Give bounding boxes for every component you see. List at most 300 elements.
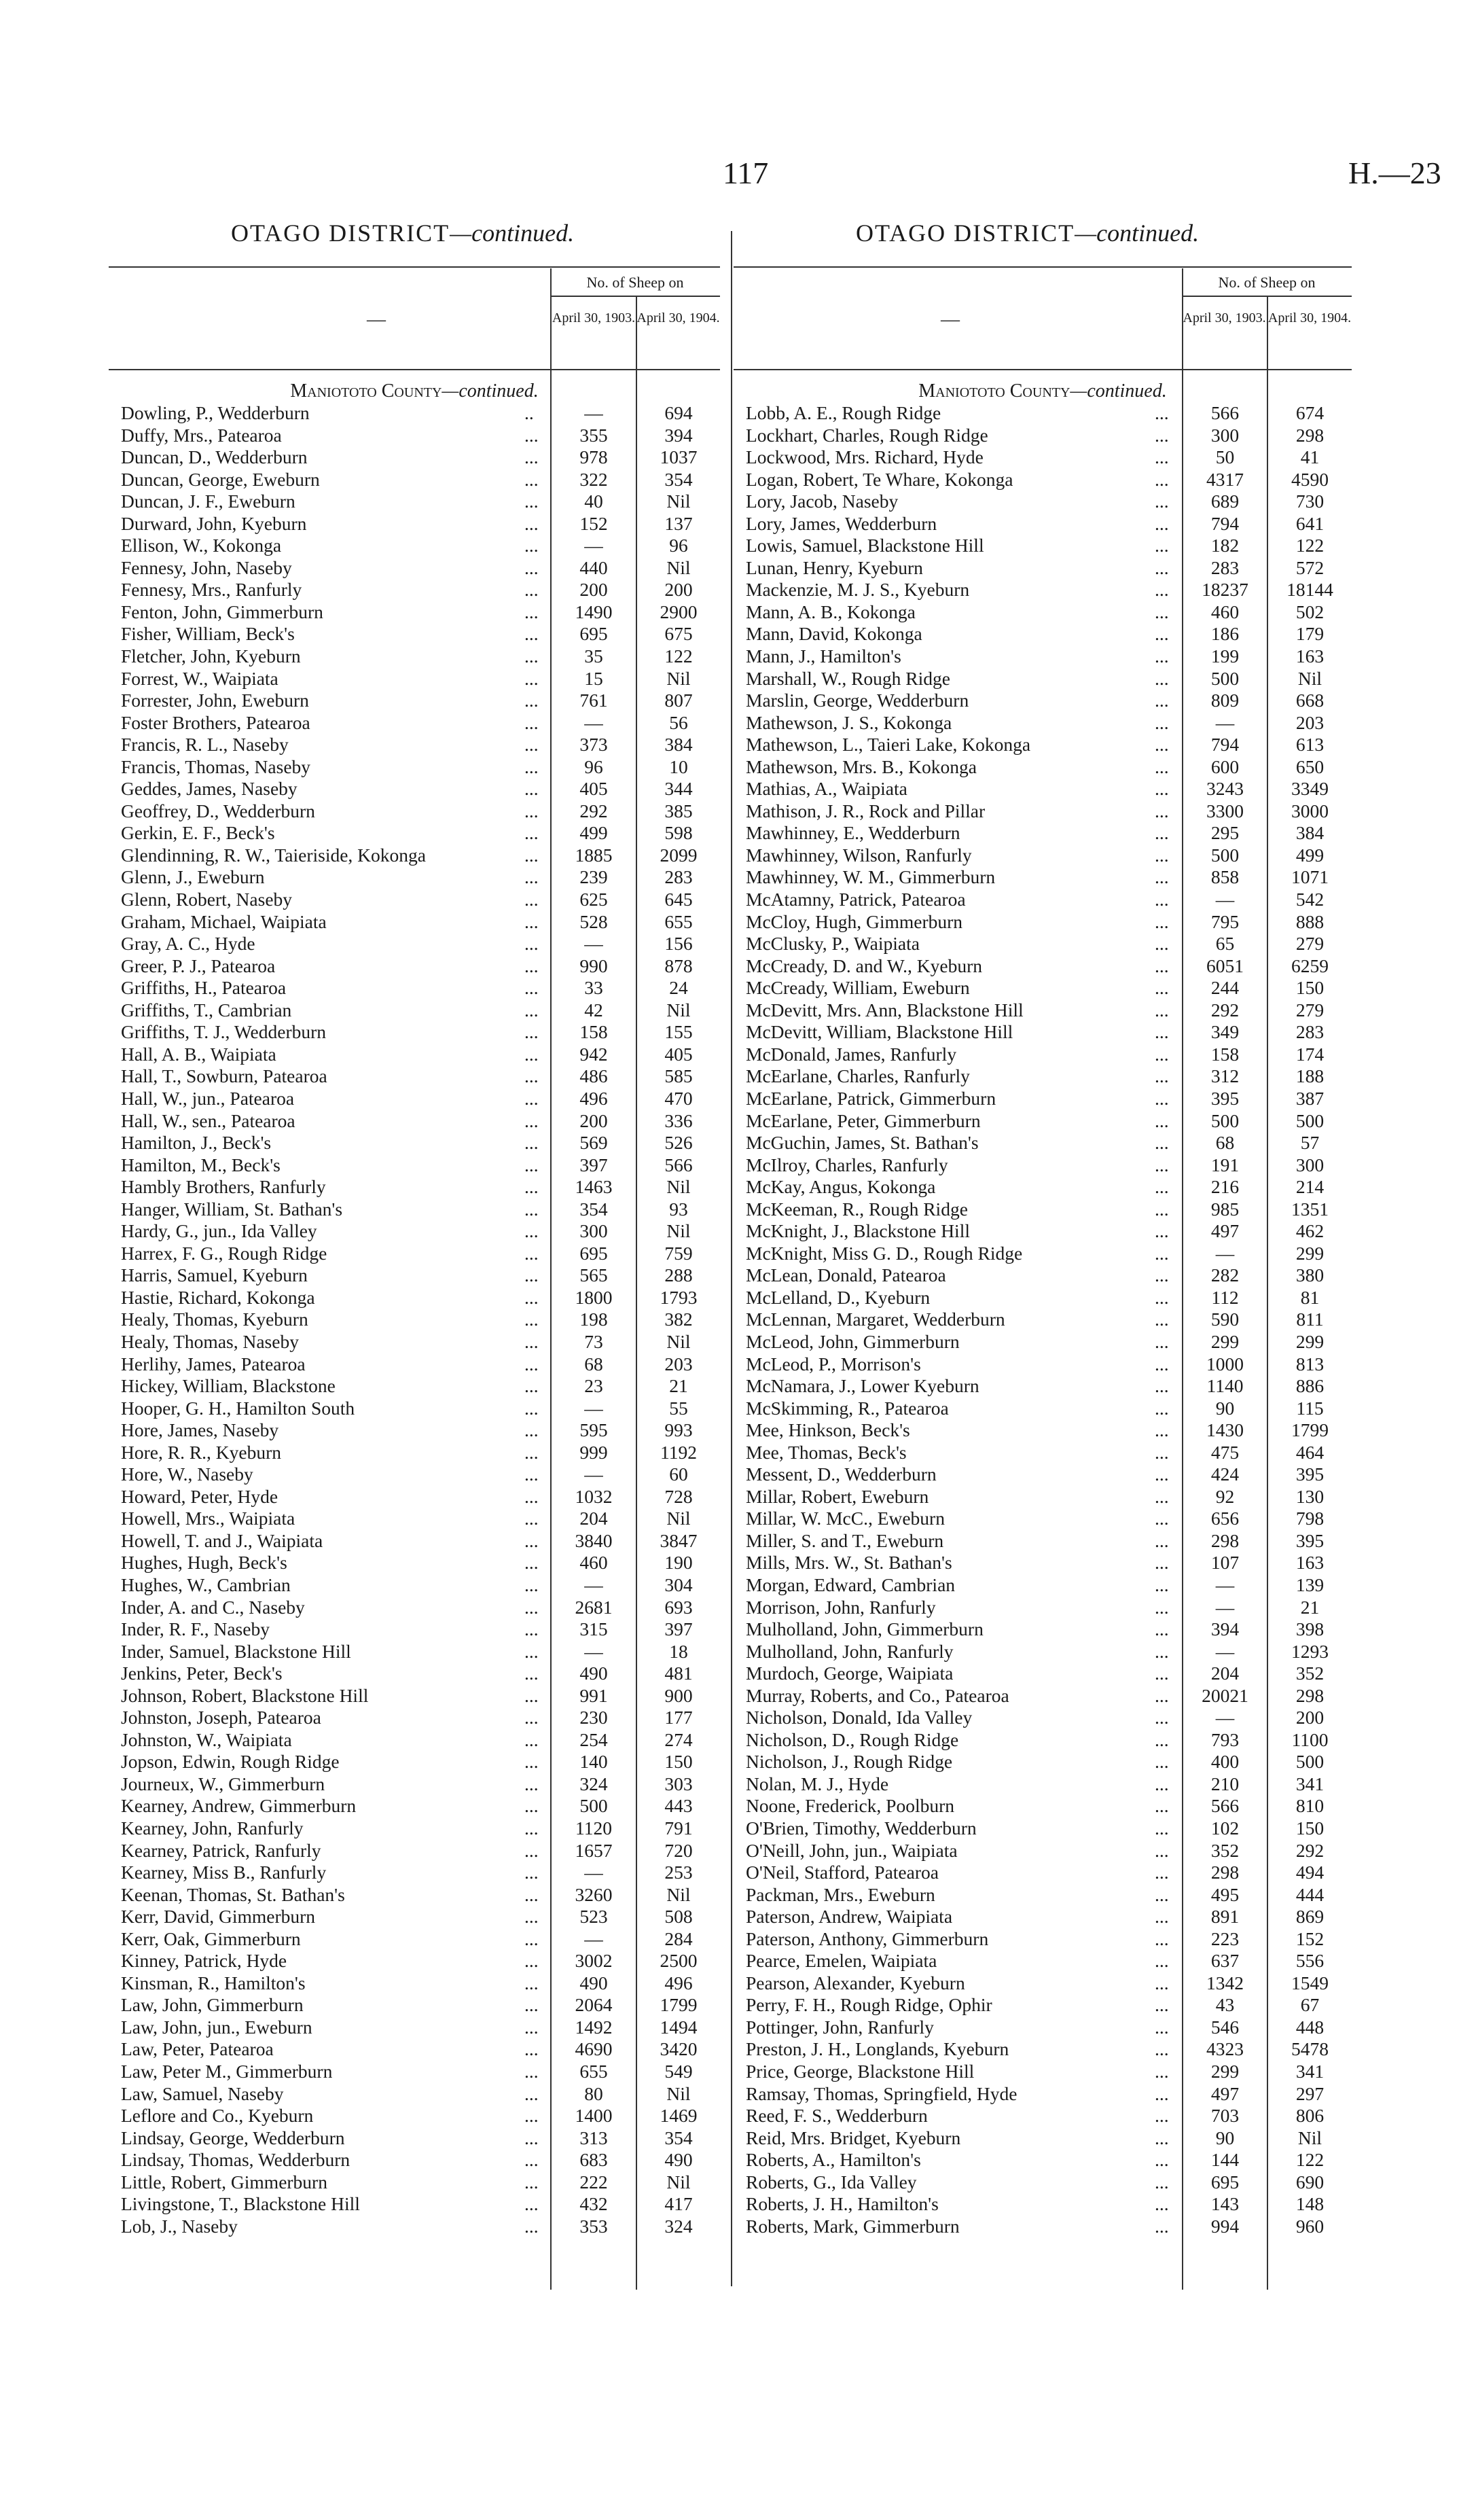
leader-dots: ...	[1155, 2215, 1169, 2237]
owner-name: McKnight, J., Blackstone Hill	[746, 1220, 970, 1242]
sheep-1903: 200	[579, 1110, 608, 1131]
left-table-header	[109, 268, 720, 370]
owner-name: O'Neill, John, jun., Waipiata	[746, 1839, 958, 1861]
table-row	[109, 1375, 720, 1398]
leader-dots: ...	[524, 1043, 539, 1065]
table-row	[734, 402, 1352, 425]
leader-dots: ...	[524, 1441, 539, 1463]
table-row	[734, 1419, 1352, 1442]
owner-name: Millar, Robert, Eweburn	[746, 1485, 929, 1507]
table-row	[734, 1950, 1352, 1972]
leader-dots: ...	[524, 1795, 539, 1817]
table-row	[734, 1729, 1352, 1752]
sheep-1904: 155	[664, 1021, 693, 1043]
leader-dots: ...	[524, 2105, 539, 2127]
leader-dots: ...	[1155, 1684, 1169, 1706]
sheep-1904: 152	[1295, 1928, 1325, 1949]
table-row	[109, 1663, 720, 1685]
sheep-1903: 460	[1210, 601, 1240, 622]
table-row	[109, 1486, 720, 1508]
sheep-1903: 761	[579, 690, 608, 711]
leader-dots: ...	[1155, 623, 1169, 645]
sheep-1903: —	[1215, 1574, 1235, 1595]
sheep-1904: 297	[1295, 2082, 1325, 2104]
table-row	[734, 1220, 1352, 1243]
table-row	[109, 446, 720, 469]
sheep-1903: 546	[1210, 2016, 1240, 2038]
sheep-1904: 397	[664, 1618, 693, 1640]
owner-name: Glenn, J., Eweburn	[121, 866, 265, 888]
sheep-1904: 1793	[660, 1286, 698, 1308]
sheep-1903: 349	[1210, 1021, 1240, 1043]
table-row	[109, 1751, 720, 1773]
table-row	[734, 1707, 1352, 1729]
owner-name: Hore, W., Naseby	[121, 1463, 253, 1485]
table-row	[109, 734, 720, 756]
table-row	[109, 1021, 720, 1044]
owner-name: Jopson, Edwin, Rough Ridge	[121, 1751, 340, 1773]
leader-dots: ...	[1155, 645, 1169, 667]
sheep-1903: 354	[579, 1198, 608, 1220]
table-row	[109, 1795, 720, 1817]
sheep-1904: 549	[664, 2061, 693, 2082]
owner-name: McDevitt, Mrs. Ann, Blackstone Hill	[746, 999, 1024, 1021]
table-row	[109, 1331, 720, 1353]
sheep-1904: 284	[664, 1928, 693, 1949]
leader-dots: ...	[1155, 822, 1169, 844]
sheep-1904: 526	[664, 1132, 693, 1154]
sheep-1903: —	[1215, 1640, 1235, 1662]
table-row	[734, 999, 1352, 1022]
sheep-1904: 2099	[660, 844, 698, 866]
owner-name: Marshall, W., Rough Ridge	[746, 667, 950, 689]
owner-name: Roberts, Mark, Gimmerburn	[746, 2215, 960, 2237]
leader-dots: ...	[1155, 1906, 1169, 1928]
leader-dots: ...	[1155, 711, 1169, 733]
leader-dots: ...	[1155, 512, 1169, 534]
table-row	[734, 1154, 1352, 1177]
sheep-1903: 3300	[1206, 800, 1244, 821]
owner-name: McEarlane, Charles, Ranfurly	[746, 1065, 970, 1087]
sheep-1904: 324	[664, 2215, 693, 2237]
sheep-1903: 500	[579, 1795, 608, 1817]
sheep-1903: —	[1215, 1596, 1235, 1618]
sheep-1903: 695	[1210, 2171, 1240, 2193]
owner-name: Lobb, A. E., Rough Ridge	[746, 402, 941, 423]
owner-name: Ellison, W., Kokonga	[121, 535, 282, 556]
owner-name: Morrison, John, Ranfurly	[746, 1596, 936, 1618]
sheep-1904: 462	[1295, 1220, 1325, 1242]
sheep-1903: 990	[579, 955, 608, 976]
sheep-1903: 625	[579, 889, 608, 910]
owner-name: Perry, F. H., Rough Ridge, Ophir	[746, 1994, 992, 2016]
table-row	[734, 977, 1352, 999]
table-row	[734, 1862, 1352, 1884]
table-row	[734, 1840, 1352, 1862]
right-col-1903: April 30, 1903.	[1183, 310, 1266, 325]
owner-name: Glendinning, R. W., Taieriside, Kokonga	[121, 844, 426, 866]
leader-dots: ...	[524, 1663, 539, 1684]
table-row	[109, 1463, 720, 1486]
sheep-1903: 352	[1210, 1839, 1240, 1861]
table-row	[109, 955, 720, 978]
owner-name: Hanger, William, St. Bathan's	[121, 1198, 343, 1220]
sheep-1904: 130	[1295, 1485, 1325, 1507]
owner-name: Mulholland, John, Gimmerburn	[746, 1618, 984, 1640]
owner-name: Hall, W., jun., Patearoa	[121, 1087, 295, 1109]
sheep-1903: 400	[1210, 1751, 1240, 1773]
sheep-1903: 528	[579, 910, 608, 932]
sheep-1903: 158	[579, 1021, 608, 1043]
sheep-1903: 809	[1210, 690, 1240, 711]
sheep-1904: 807	[664, 690, 693, 711]
sheep-1903: 198	[579, 1309, 608, 1330]
owner-name: Harris, Samuel, Kyeburn	[121, 1264, 308, 1286]
sheep-1904: 1799	[660, 1994, 698, 2016]
leader-dots: ...	[1155, 402, 1169, 423]
sheep-1903: 144	[1210, 2149, 1240, 2171]
leader-dots: ...	[1155, 491, 1169, 512]
sheep-1903: 565	[579, 1264, 608, 1286]
sheep-1903: 299	[1210, 1330, 1240, 1352]
sheep-1904: 96	[669, 535, 688, 556]
sheep-1904: 813	[1295, 1353, 1325, 1374]
owner-name: Howell, T. and J., Waipiata	[121, 1529, 323, 1551]
sheep-1904: 508	[664, 1906, 693, 1928]
sheep-1903: 295	[1210, 822, 1240, 844]
sheep-1903: 2681	[575, 1596, 613, 1618]
table-row	[734, 2171, 1352, 2194]
leader-dots: ...	[1155, 1618, 1169, 1640]
leader-dots: ...	[1155, 2082, 1169, 2104]
sheep-1903: 222	[579, 2171, 608, 2193]
table-row	[109, 977, 720, 999]
sheep-1904: 806	[1295, 2105, 1325, 2127]
sheep-1903: 223	[1210, 1928, 1240, 1949]
sheep-1903: 210	[1210, 1773, 1240, 1794]
owner-name: Mathewson, L., Taieri Lake, Kokonga	[746, 734, 1031, 756]
owner-name: Mulholland, John, Ranfurly	[746, 1640, 954, 1662]
table-row	[734, 1906, 1352, 1928]
table-row	[734, 668, 1352, 690]
table-row	[109, 1199, 720, 1221]
table-row	[734, 1486, 1352, 1508]
sheep-1903: 50	[1215, 446, 1235, 468]
leader-dots: ...	[1155, 1994, 1169, 2016]
sheep-1903: 35	[584, 645, 603, 667]
sheep-1903: 239	[579, 866, 608, 888]
sheep-1904: 693	[664, 1596, 693, 1618]
table-row	[109, 1264, 720, 1287]
table-row	[109, 999, 720, 1022]
table-row	[734, 800, 1352, 823]
leader-dots: ...	[524, 2038, 539, 2060]
owner-name: Jenkins, Peter, Beck's	[121, 1663, 283, 1684]
owner-name: Geoffrey, D., Wedderburn	[121, 800, 315, 821]
sheep-1903: 3002	[575, 1950, 613, 1972]
owner-name: Pearson, Alexander, Kyeburn	[746, 1972, 965, 1993]
sheep-1903: 500	[1210, 1110, 1240, 1131]
leader-dots: ...	[524, 1994, 539, 2016]
leader-dots: ...	[524, 1485, 539, 1507]
sheep-1904: Nil	[666, 556, 691, 578]
sheep-1904: Nil	[666, 491, 691, 512]
table-row	[734, 1928, 1352, 1951]
sheep-1904: 283	[664, 866, 693, 888]
leader-dots: ...	[1155, 844, 1169, 866]
sheep-1903: 1342	[1206, 1972, 1244, 1993]
table-row	[734, 645, 1352, 668]
owner-name: Herlihy, James, Patearoa	[121, 1353, 306, 1374]
owner-name: Hore, R. R., Kyeburn	[121, 1441, 282, 1463]
leader-dots: ...	[524, 1596, 539, 1618]
sheep-1903: 395	[1210, 1087, 1240, 1109]
sheep-1904: 10	[669, 756, 688, 777]
leader-dots: ...	[524, 1309, 539, 1330]
owner-name: Forrester, John, Eweburn	[121, 690, 309, 711]
table-row	[109, 2171, 720, 2194]
owner-name: McLelland, D., Kyeburn	[746, 1286, 931, 1308]
sheep-1904: 886	[1295, 1375, 1325, 1397]
sheep-1903: 18237	[1202, 579, 1248, 601]
sheep-1903: 298	[1210, 1529, 1240, 1551]
sheep-1904: 57	[1300, 1132, 1320, 1154]
sheep-1904: 203	[664, 1353, 693, 1374]
owner-name: Messent, D., Wedderburn	[746, 1463, 937, 1485]
right-col-1904: April 30, 1904.	[1267, 310, 1352, 325]
sheep-1904: 344	[664, 778, 693, 800]
leader-dots: ...	[524, 1508, 539, 1529]
sheep-1904: 385	[664, 800, 693, 821]
sheep-1904: 675	[664, 623, 693, 645]
leader-dots: ...	[524, 933, 539, 955]
sheep-1904: 398	[1295, 1618, 1325, 1640]
owner-name: Murdoch, George, Waipiata	[746, 1663, 954, 1684]
sheep-1904: 214	[1295, 1176, 1325, 1198]
sheep-1903: 978	[579, 446, 608, 468]
table-row	[734, 1685, 1352, 1707]
sheep-1903: 107	[1210, 1552, 1240, 1574]
sheep-1904: 283	[1295, 1021, 1325, 1043]
sheep-1904: Nil	[666, 1220, 691, 1242]
table-row	[109, 2061, 720, 2083]
table-row	[734, 778, 1352, 800]
owner-name: Duffy, Mrs., Patearoa	[121, 424, 282, 446]
table-row	[109, 402, 720, 425]
sheep-1903: 15	[584, 667, 603, 689]
table-row	[734, 1132, 1352, 1154]
table-row	[109, 712, 720, 734]
sheep-1903: —	[584, 1862, 603, 1883]
sheep-1903: 460	[579, 1552, 608, 1574]
owner-name: Johnston, Joseph, Patearoa	[121, 1707, 321, 1728]
sheep-1904: 650	[1295, 756, 1325, 777]
owner-name: Mann, J., Hamilton's	[746, 645, 901, 667]
sheep-1904: 122	[1295, 2149, 1325, 2171]
sheep-1903: 795	[1210, 910, 1240, 932]
table-row	[109, 1862, 720, 1884]
sheep-1903: 1400	[575, 2105, 613, 2127]
sheep-1904: 81	[1300, 1286, 1320, 1308]
sheep-1903: 475	[1210, 1441, 1240, 1463]
sheep-1904: 150	[1295, 977, 1325, 999]
sheep-1904: 791	[664, 1817, 693, 1839]
sheep-1903: 1032	[575, 1485, 613, 1507]
owner-name: Leflore and Co., Kyeburn	[121, 2105, 314, 2127]
sheep-1904: 1799	[1291, 1419, 1329, 1441]
table-row	[109, 1287, 720, 1309]
table-row	[109, 1729, 720, 1752]
table-row	[734, 425, 1352, 447]
sheep-1903: 495	[1210, 1883, 1240, 1905]
sheep-1903: 1120	[575, 1817, 612, 1839]
table-row	[109, 1574, 720, 1597]
leader-dots: ...	[524, 1552, 539, 1574]
sheep-1904: 279	[1295, 999, 1325, 1021]
leader-dots: ...	[524, 1286, 539, 1308]
owner-name: Mann, David, Kokonga	[746, 623, 922, 645]
table-row	[109, 491, 720, 513]
leader-dots: ...	[1155, 977, 1169, 999]
sheep-1904: Nil	[666, 2082, 691, 2104]
owner-name: Fletcher, John, Kyeburn	[121, 645, 301, 667]
sheep-1903: 486	[579, 1065, 608, 1087]
right-rows	[734, 402, 1352, 2237]
owner-name: Nolan, M. J., Hyde	[746, 1773, 889, 1794]
leader-dots: ...	[1155, 889, 1169, 910]
leader-dots: ...	[524, 1817, 539, 1839]
owner-name: Fenton, John, Gimmerburn	[121, 601, 323, 622]
owner-name: Duncan, George, Eweburn	[121, 468, 320, 490]
sheep-1903: 158	[1210, 1043, 1240, 1065]
sheep-1903: 230	[579, 1707, 608, 1728]
leader-dots: ...	[1155, 800, 1169, 821]
sheep-1903: 186	[1210, 623, 1240, 645]
leader-dots: ...	[524, 1883, 539, 1905]
table-row	[109, 425, 720, 447]
right-table-header	[734, 268, 1352, 370]
leader-dots: ...	[524, 1176, 539, 1198]
owner-name: O'Brien, Timothy, Wedderburn	[746, 1817, 977, 1839]
sheep-1904: 336	[664, 1110, 693, 1131]
left-col-1904: April 30, 1904.	[636, 310, 720, 325]
leader-dots: ...	[1155, 2171, 1169, 2193]
owner-name: Inder, Samuel, Blackstone Hill	[121, 1640, 351, 1662]
sheep-1903: 23	[584, 1375, 603, 1397]
owner-name: Little, Robert, Gimmerburn	[121, 2171, 327, 2193]
sheep-1903: 942	[579, 1043, 608, 1065]
table-row	[734, 2127, 1352, 2150]
sheep-1903: 90	[1215, 1397, 1235, 1419]
owner-name: Murray, Roberts, and Co., Patearoa	[746, 1684, 1009, 1706]
sheep-1904: 720	[664, 1839, 693, 1861]
table-row	[734, 1287, 1352, 1309]
table-row	[109, 1817, 720, 1840]
leader-dots: ...	[1155, 756, 1169, 777]
leader-dots: ...	[1155, 1707, 1169, 1728]
owner-name: Mathias, A., Waipiata	[746, 778, 907, 800]
sheep-1903: 655	[579, 2061, 608, 2082]
leader-dots: ...	[524, 667, 539, 689]
leader-dots: ...	[1155, 1132, 1169, 1154]
leader-dots: ...	[1155, 2038, 1169, 2060]
table-row	[109, 623, 720, 645]
sheep-1904: 122	[1295, 535, 1325, 556]
sheep-1903: —	[584, 535, 603, 556]
sheep-1903: 985	[1210, 1198, 1240, 1220]
sheep-1903: 523	[579, 1906, 608, 1928]
sheep-1903: 200	[579, 579, 608, 601]
owner-name: Mathewson, J. S., Kokonga	[746, 711, 952, 733]
leader-dots: ...	[524, 1640, 539, 1662]
table-row	[734, 1065, 1352, 1088]
owner-name: Hamilton, M., Beck's	[121, 1154, 281, 1175]
owner-name: Nicholson, J., Rough Ridge	[746, 1751, 953, 1773]
leader-dots: ...	[1155, 424, 1169, 446]
leader-dots: ...	[1155, 601, 1169, 622]
sheep-1903: 794	[1210, 512, 1240, 534]
left-rows	[109, 402, 720, 2237]
sheep-1903: 440	[579, 556, 608, 578]
sheep-1903: 299	[1210, 2061, 1240, 2082]
sheep-1903: 1430	[1206, 1419, 1244, 1441]
leader-dots: ...	[1155, 1950, 1169, 1972]
table-row	[109, 2193, 720, 2216]
sheep-1904: Nil	[666, 2171, 691, 2193]
sheep-1904: 298	[1295, 1684, 1325, 1706]
leader-dots: ...	[524, 955, 539, 976]
sheep-1904: 694	[664, 402, 693, 423]
leader-dots: ...	[524, 2149, 539, 2171]
table-row	[109, 1597, 720, 1619]
leader-dots: ...	[524, 2061, 539, 2082]
owner-name: Howard, Peter, Hyde	[121, 1485, 278, 1507]
sheep-1904: 3420	[660, 2038, 698, 2060]
leader-dots: ...	[524, 468, 539, 490]
leader-dots: ...	[1155, 535, 1169, 556]
sheep-1904: 811	[1296, 1309, 1324, 1330]
leader-dots: ...	[1155, 1419, 1169, 1441]
owner-name: McDevitt, William, Blackstone Hill	[746, 1021, 1013, 1043]
sheep-1903: 244	[1210, 977, 1240, 999]
owner-name: McGuchin, James, St. Bathan's	[746, 1132, 979, 1154]
owner-name: Duncan, D., Wedderburn	[121, 446, 308, 468]
owner-name: Kearney, Patrick, Ranfurly	[121, 1839, 321, 1861]
table-row	[734, 1176, 1352, 1199]
leader-dots: ...	[1155, 1441, 1169, 1463]
leader-dots: ...	[524, 535, 539, 556]
leader-dots: ...	[524, 556, 539, 578]
sheep-1904: 585	[664, 1065, 693, 1087]
sheep-1904: 598	[664, 822, 693, 844]
leader-dots: ...	[1155, 1286, 1169, 1308]
owner-name: Miller, S. and T., Eweburn	[746, 1529, 944, 1551]
leader-dots: ...	[1155, 1397, 1169, 1419]
sheep-1904: 4590	[1291, 468, 1329, 490]
owner-name: Livingstone, T., Blackstone Hill	[121, 2193, 360, 2215]
table-row	[734, 2083, 1352, 2106]
sheep-1903: —	[584, 1574, 603, 1595]
sheep-1904: 499	[1295, 844, 1325, 866]
sheep-1903: 40	[584, 491, 603, 512]
leader-dots: ...	[1155, 1751, 1169, 1773]
sheep-1903: 182	[1210, 535, 1240, 556]
table-row	[734, 535, 1352, 557]
leader-dots: ...	[524, 2193, 539, 2215]
sheep-1903: 1885	[575, 844, 613, 866]
leader-dots: ...	[524, 1375, 539, 1397]
owner-name: Lob, J., Naseby	[121, 2215, 238, 2237]
